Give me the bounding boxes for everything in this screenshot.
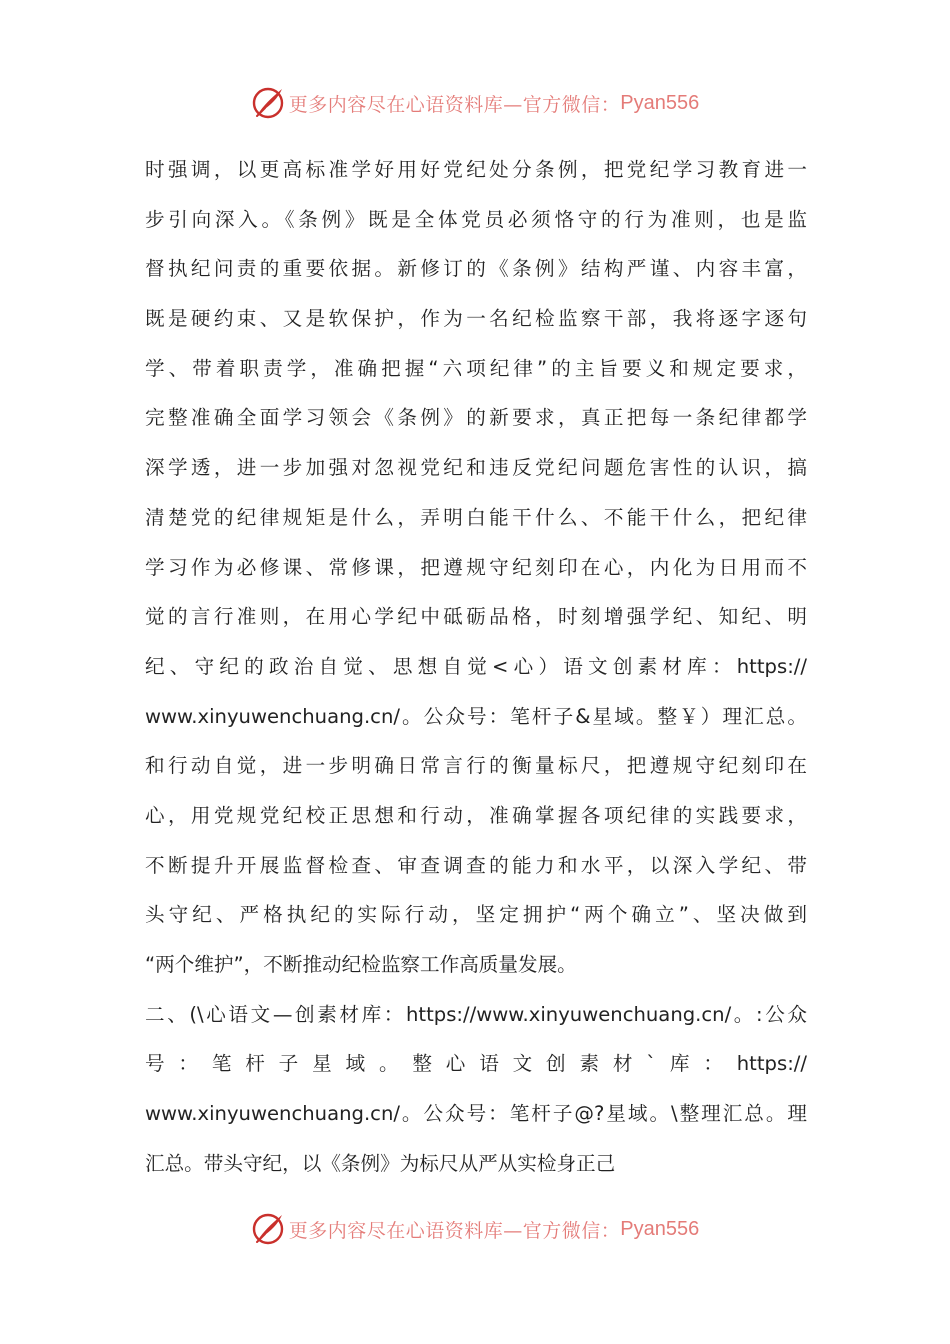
footer-banner-text: 更多内容尽在心语资料库—官方微信： bbox=[288, 1219, 621, 1242]
text-line: www.xinyuwenchuang.cn/。公众号：笔杆子&星域。整￥）理汇总。 bbox=[145, 704, 807, 728]
text-line: 汇总。带头守纪，以《条例》为标尺从严从实检身正己 bbox=[145, 1151, 616, 1175]
document-body bbox=[145, 150, 807, 1193]
text-line: 清楚党的纪律规矩是什么，弄明白能干什么、不能干什么，把纪律 bbox=[145, 505, 807, 529]
text-line: 既是硬约束、又是软保护，作为一名纪检监察干部，我将逐字逐句 bbox=[145, 307, 807, 331]
text-line: 和行动自觉，进一步明确日常言行的衡量标尺，把遵规守纪刻印在 bbox=[145, 754, 807, 778]
text-line: 步引向深入。《条例》既是全体党员必须恪守的行为准则，也是监 bbox=[145, 207, 807, 231]
footer-banner bbox=[0, 1209, 950, 1249]
text-line: 学、带着职责学，准确把握“六项纪律”的主旨要义和规定要求， bbox=[145, 356, 807, 380]
text-line: 心，用党规党纪校正思想和行动，准确掌握各项纪律的实践要求， bbox=[145, 803, 807, 827]
header-wechat-id: Pyan556 bbox=[620, 91, 700, 114]
feather-pen-logo-icon bbox=[251, 1212, 285, 1246]
text-line: 完整准确全面学习领会《条例》的新要求，真正把每一条纪律都学 bbox=[145, 406, 807, 430]
footer-wechat-id: Pyan556 bbox=[620, 1217, 700, 1240]
text-line: 纪、守纪的政治自觉、思想自觉<心）语文创素材库：https:// bbox=[145, 654, 807, 678]
text-line: 号：笔杆子星域。整心语文创素材`库：https:// bbox=[145, 1052, 807, 1076]
text-line: 二、(\心语文—创素材库：https://www.xinyuwenchuang.cn/。:公众 bbox=[145, 1002, 807, 1026]
feather-pen-logo-icon bbox=[251, 86, 285, 120]
text-line: 头守纪、严格执纪的实际行动，坚定拥护“两个确立”、坚决做到 bbox=[145, 903, 807, 927]
header-banner bbox=[0, 83, 950, 123]
text-line: “两个维护”，不断推动纪检监察工作高质量发展。 bbox=[145, 953, 577, 976]
header-banner-text: 更多内容尽在心语资料库—官方微信： bbox=[288, 93, 621, 116]
text-line: www.xinyuwenchuang.cn/。公众号：笔杆子@?星域。\整理汇总。理 bbox=[145, 1102, 807, 1126]
text-line: 时强调，以更高标准学好用好党纪处分条例，把党纪学习教育进一 bbox=[145, 158, 807, 181]
text-line: 督执纪问责的重要依据。新修订的《条例》结构严谨、内容丰富， bbox=[145, 257, 807, 281]
text-line: 不断提升开展监督检查、审查调查的能力和水平，以深入学纪、带 bbox=[145, 853, 807, 877]
text-line: 深学透，进一步加强对忽视党纪和违反党纪问题危害性的认识，搞 bbox=[145, 456, 807, 480]
text-line: 觉的言行准则，在用心学纪中砥砺品格，时刻增强学纪、知纪、明 bbox=[145, 605, 807, 629]
text-line: 学习作为必修课、常修课，把遵规守纪刻印在心，内化为日用而不 bbox=[145, 555, 807, 579]
